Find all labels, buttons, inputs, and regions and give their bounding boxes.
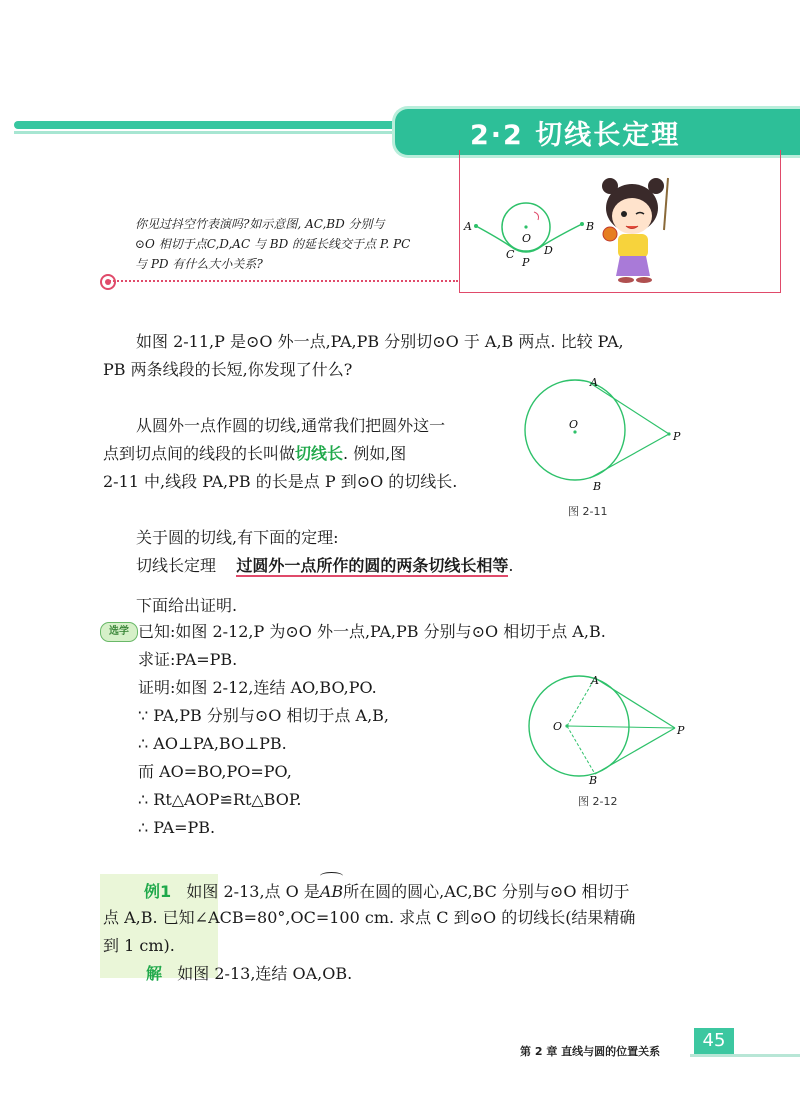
fig211-label-b: B — [593, 480, 602, 492]
fig212-label-a: A — [591, 674, 599, 687]
para1-line1: 如图 2-11,P 是⊙O 外一点,PA,PB 分别切⊙O 于 A,B 两点. 比较 PA, — [136, 332, 624, 351]
spin-arrow-icon — [534, 212, 539, 220]
label-a: A — [464, 220, 472, 233]
para3-line1: 关于圆的切线,有下面的定理: — [136, 528, 339, 547]
fig211-label-o: O — [569, 418, 579, 431]
fig212-center-dot — [565, 724, 568, 727]
proof-line-5: ∴ Rt△AOP≌Rt△BOP. — [138, 790, 302, 809]
header-bar — [14, 121, 434, 129]
footer-rule — [690, 1054, 800, 1057]
para2-line1: 从圆外一点作圆的切线,通常我们把圆外这一 — [136, 416, 446, 435]
theorem-end: . — [508, 556, 514, 575]
figure-2-12 — [515, 668, 695, 790]
arc-ab-text: AB — [319, 882, 344, 901]
arc-mark — [320, 872, 343, 880]
fig211-tangent-pa — [590, 383, 669, 434]
diabolo-illustration — [460, 150, 780, 290]
chapter-footer: 第 2 章 直线与圆的位置关系 — [520, 1045, 661, 1058]
example-line2: 点 A,B. 已知∠ACB=80°,OC=100 cm. 求点 C 到⊙O 的切线长(结果精确 — [103, 908, 636, 927]
proof-line-4: 而 AO=BO,PO=PO, — [138, 762, 292, 781]
example-line1-post: 所在圆的圆心,AC,BC 分别与⊙O 相切于 — [343, 882, 630, 901]
label-o: O — [522, 232, 532, 245]
section-title: 2·2 切线长定理 — [470, 120, 681, 151]
fig212-label-p: P — [677, 724, 685, 737]
proof-line-2: ∵ PA,PB 分别与⊙O 相切于点 A,B, — [138, 706, 389, 725]
theorem-name: 切线长定理 — [136, 556, 217, 575]
solution-label: 解 — [146, 964, 163, 983]
cartoon-girl-illustration — [602, 178, 668, 283]
theorem-statement: 过圆外一点所作的圆的两条切线长相等 — [236, 556, 509, 575]
fig212-radius-bo — [567, 726, 595, 774]
fig211-caption: 图 2-11 — [568, 505, 608, 518]
page-number: 45 — [694, 1028, 734, 1054]
proof-line-1: 证明:如图 2-12,连结 AO,BO,PO. — [138, 678, 377, 697]
intro-line-2: ⊙O 相切于点C,D,AC 与 BD 的延长线交于点 P. PC — [135, 237, 411, 251]
term-tangent-length: 切线长 — [295, 444, 344, 463]
header-bar-shadow — [14, 131, 434, 134]
fig211-label-a: A — [590, 376, 598, 389]
fig212-tangent-pb — [595, 728, 675, 774]
proof-intro: 下面给出证明. — [136, 596, 238, 615]
proof-to-prove: 求证:PA=PB. — [138, 650, 238, 669]
para1-line2: PB 两条线段的长短,你发现了什么? — [103, 360, 353, 379]
fig212-tangent-pa — [595, 678, 675, 728]
point-b-dot — [580, 222, 584, 226]
example-label: 例1 — [144, 882, 172, 901]
para2-line2-post: . 例如,图 — [343, 444, 407, 463]
label-b: B — [586, 220, 595, 233]
proof-line-3: ∴ AO⊥PA,BO⊥PB. — [138, 734, 287, 753]
para2-line2-pre: 点到切点间的线段的长叫做 — [103, 444, 296, 463]
fig211-tangent-pb — [590, 434, 669, 478]
point-a-dot — [474, 224, 478, 228]
example-line1 — [144, 876, 630, 906]
figure-2-11 — [515, 372, 695, 492]
fig212-caption: 图 2-12 — [578, 795, 618, 808]
fig212-label-b: B — [589, 774, 598, 787]
para2-line3: 2-11 中,线段 PA,PB 的长是点 P 到⊙O 的切线长. — [103, 472, 458, 491]
fig211-point-p — [667, 432, 670, 435]
solution-text: 如图 2-13,连结 OA,OB. — [177, 964, 353, 983]
fig212-label-o: O — [553, 720, 563, 733]
example-line1-pre: 如图 2-13,点 O 是 — [186, 882, 320, 901]
dotted-divider — [106, 280, 458, 282]
label-p: P — [522, 256, 530, 269]
solution-line — [146, 960, 352, 988]
fig212-segment-po — [567, 726, 675, 728]
intro-line-1: 你见过抖空竹表演吗?如示意图, AC,BD 分别与 — [135, 217, 385, 231]
intro-question — [135, 214, 455, 274]
label-c: C — [506, 248, 515, 261]
theorem-line — [136, 552, 513, 580]
proof-given: 已知:如图 2-12,P 为⊙O 外一点,PA,PB 分别与⊙O 相切于点 A,B. — [138, 622, 606, 641]
optional-study-badge: 选学 — [100, 622, 138, 642]
center-dot — [524, 225, 527, 228]
para2-line2 — [103, 440, 406, 468]
label-d: D — [544, 244, 553, 257]
intro-line-3: 与 PD 有什么大小关系? — [135, 257, 263, 271]
fig211-label-p: P — [673, 430, 681, 443]
proof-line-6: ∴ PA=PB. — [138, 818, 216, 837]
example-line3: 到 1 cm). — [103, 936, 175, 955]
arc-ab — [320, 876, 343, 906]
